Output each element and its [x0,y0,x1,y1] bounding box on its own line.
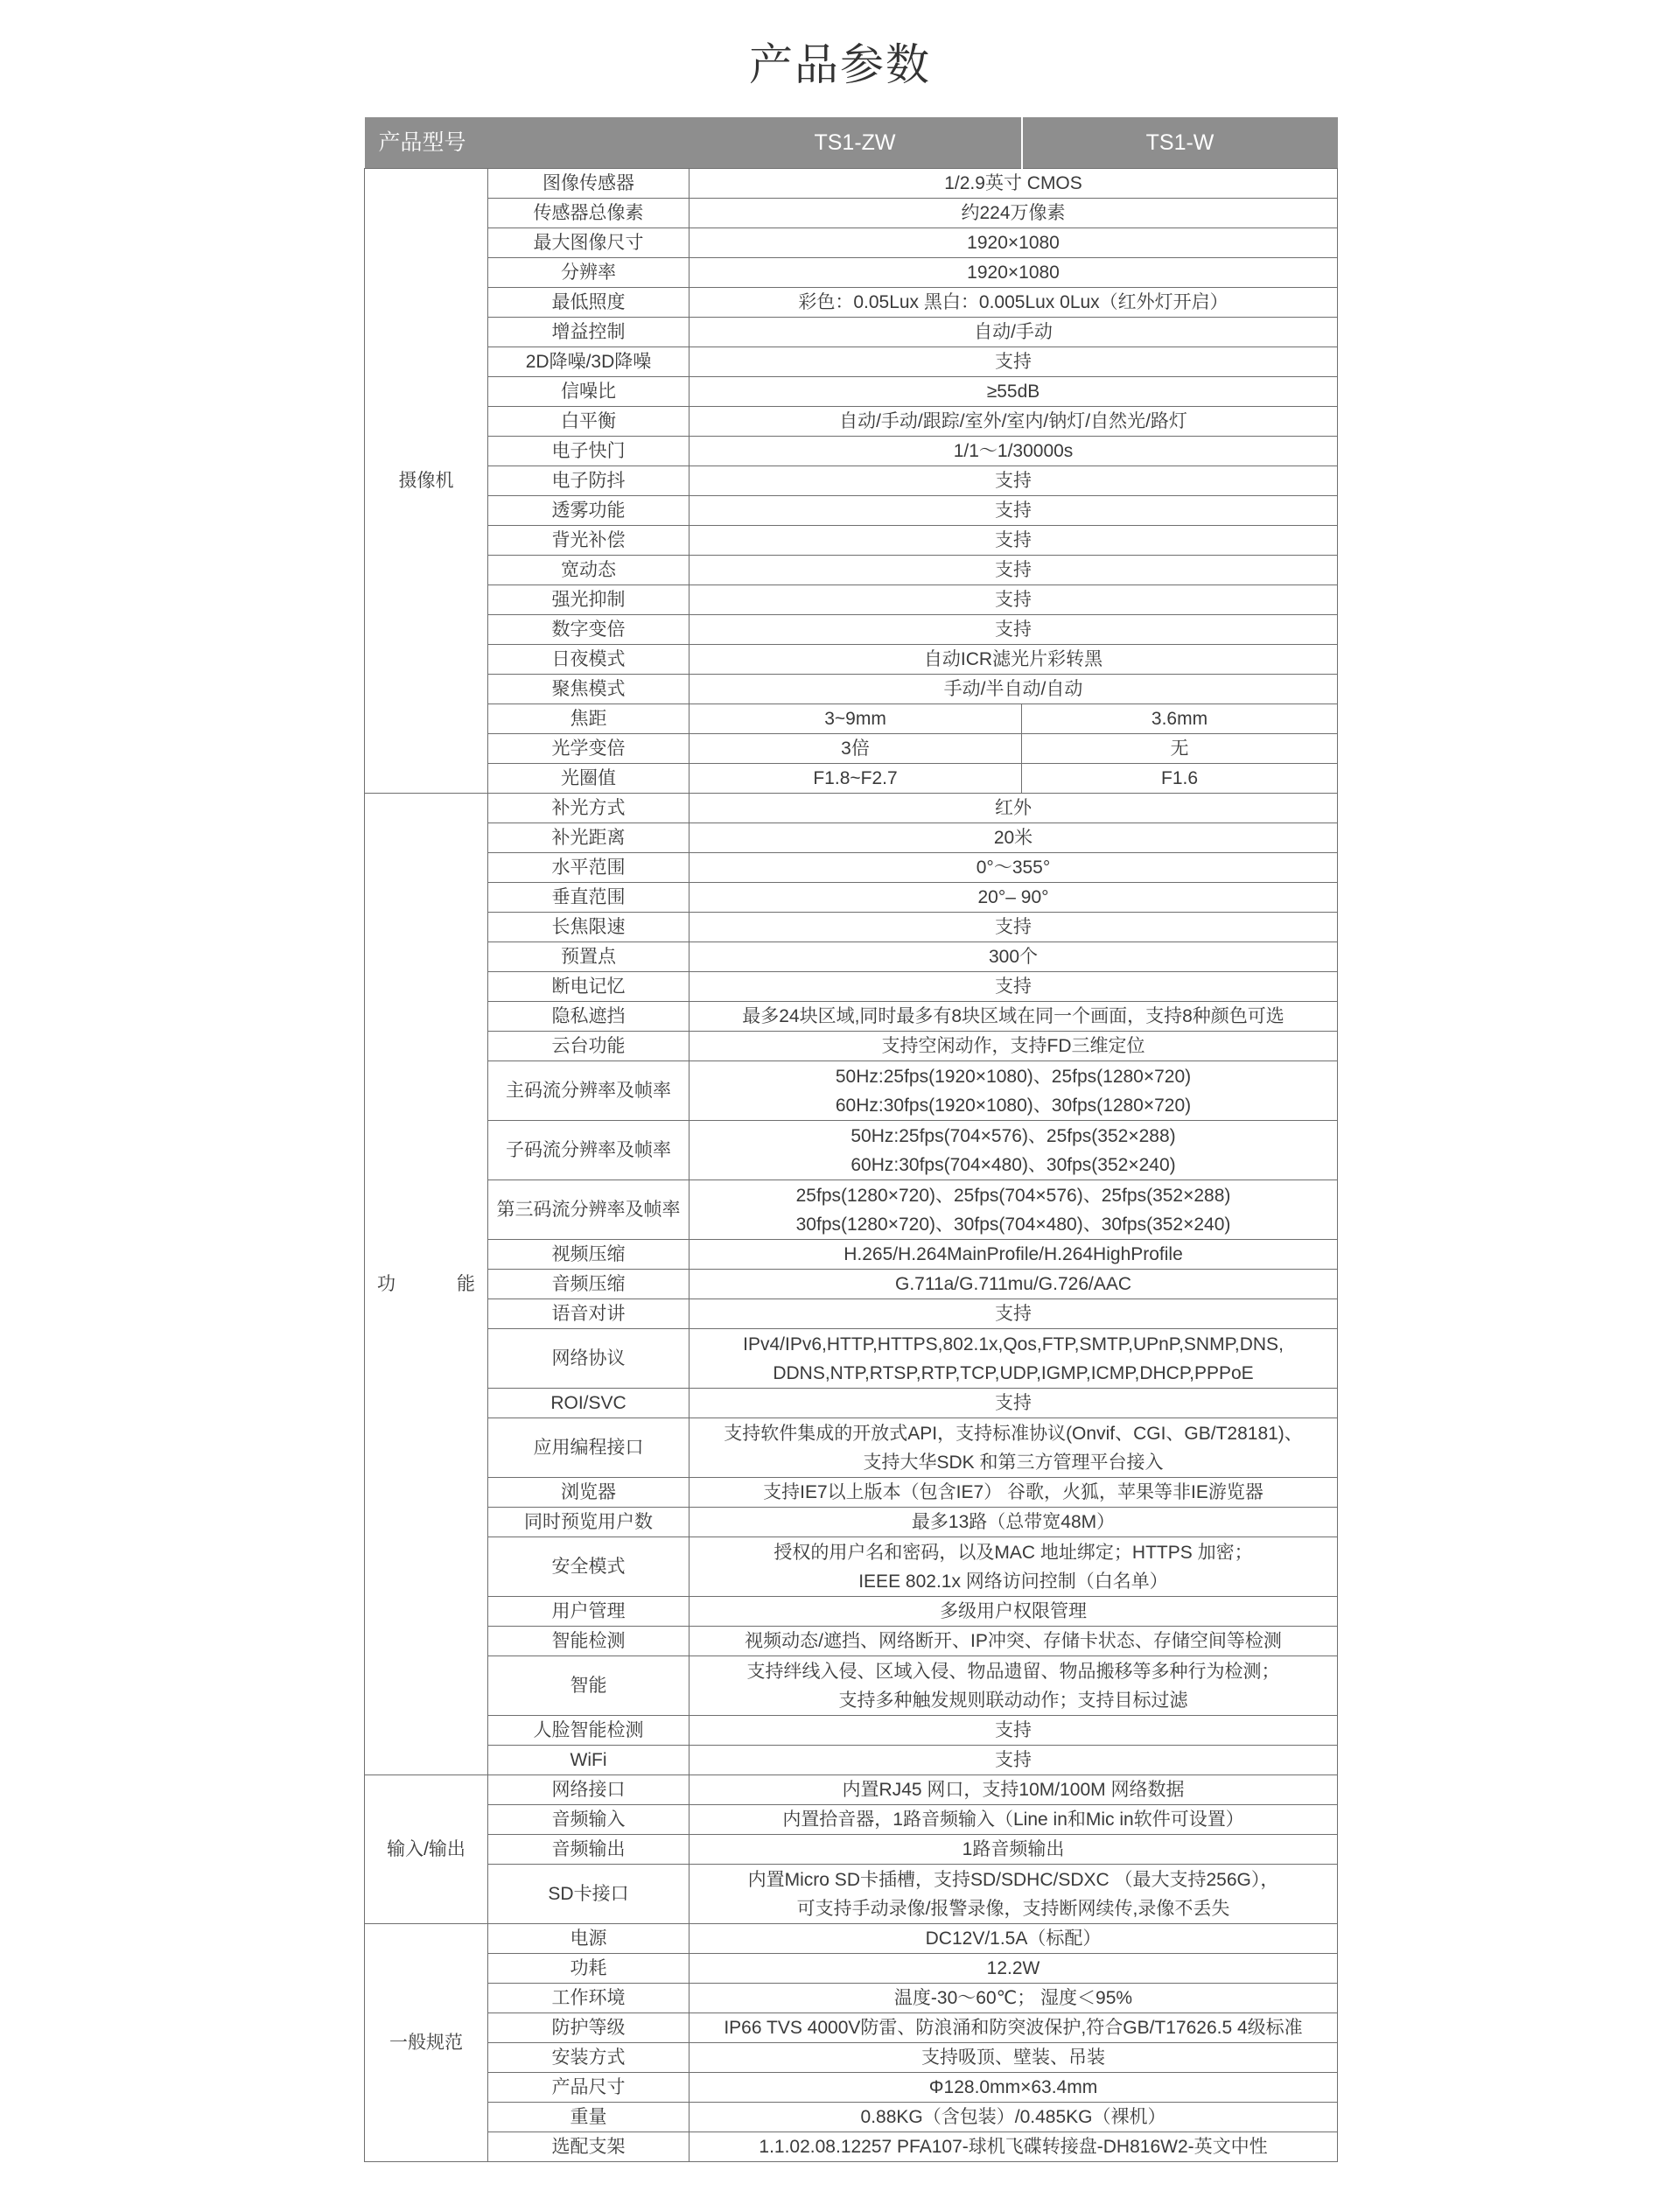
table-row [365,1270,1338,1299]
param-value: 支持 [690,1389,1338,1418]
param-value-line: 内置Micro SD卡插槽，支持SD/SDHC/SDXC （最大支持256G）， [747,1869,1279,1890]
param-value [690,1329,1338,1389]
param-label: 用户管理 [488,1597,690,1627]
table-row [365,199,1338,228]
table-row [365,1299,1338,1329]
param-value-line: 25fps(1280×720)、25fps(704×576)、25fps(352×288) [795,1185,1231,1206]
table-row [365,288,1338,318]
table-row [365,1954,1338,1984]
param-label: 光学变倍 [488,734,690,764]
param-value: 温度-30～60℃； 湿度＜95% [690,1984,1338,2013]
param-label: 音频输出 [488,1835,690,1865]
param-label: 图像传感器 [488,169,690,199]
table-row [365,258,1338,288]
param-value: 1/1～1/30000s [690,437,1338,466]
param-label: 音频压缩 [488,1270,690,1299]
table-row [365,823,1338,853]
param-label: 传感器总像素 [488,199,690,228]
param-value: 支持 [690,913,1338,942]
table-row [365,645,1338,675]
table-row [365,377,1338,407]
param-label: 工作环境 [488,1984,690,2013]
param-label: 光圈值 [488,764,690,794]
param-value [690,1656,1338,1716]
table-row [365,1002,1338,1032]
param-value: 1920×1080 [690,258,1338,288]
param-label: 数字变倍 [488,615,690,645]
page-title: 产品参数 [749,40,931,89]
param-label: 云台功能 [488,1032,690,1061]
param-label: 浏览器 [488,1478,690,1508]
param-value: 支持 [690,1716,1338,1746]
table-row [365,347,1338,377]
param-value: 20米 [690,823,1338,853]
table-row [365,1627,1338,1656]
param-label: 重量 [488,2103,690,2132]
section-label [365,794,488,1775]
table-row [365,1805,1338,1835]
param-value [690,1418,1338,1478]
param-label: 长焦限速 [488,913,690,942]
table-row [365,1924,1338,1954]
table-row [365,466,1338,496]
param-value: 最多24块区域,同时最多有8块区域在同一个画面，支持8种颜色可选 [690,1002,1338,1032]
param-label: 补光距离 [488,823,690,853]
table-row [365,437,1338,466]
param-label: 背光补偿 [488,526,690,556]
param-value: 多级用户权限管理 [690,1597,1338,1627]
param-value-line: IEEE 802.1x 网络访问控制（白名单） [858,1571,1168,1592]
param-value: 内置RJ45 网口，支持10M/100M 网络数据 [690,1775,1338,1805]
param-label: 智能检测 [488,1627,690,1656]
table-header-row [365,117,1338,169]
param-value-line: 60Hz:30fps(1920×1080)、30fps(1280×720) [835,1095,1192,1116]
param-label: 安全模式 [488,1537,690,1597]
table-row [365,2013,1338,2043]
param-label: 应用编程接口 [488,1418,690,1478]
param-value-line: 60Hz:30fps(704×480)、30fps(352×240) [850,1154,1176,1175]
param-value: 支持空闲动作，支持FD三维定位 [690,1032,1338,1061]
param-label: 隐私遮挡 [488,1002,690,1032]
param-value: 支持吸顶、壁装、吊装 [690,2043,1338,2073]
param-value: 支持 [690,556,1338,585]
param-value [690,1537,1338,1597]
param-value-line: 50Hz:25fps(1920×1080)、25fps(1280×720) [835,1066,1192,1087]
param-label: 断电记忆 [488,972,690,1002]
section-name: 输入/输出 [387,1839,466,1859]
param-value: 0°～355° [690,853,1338,883]
param-label: 选配支架 [488,2132,690,2162]
table-row [365,1418,1338,1478]
param-value: 彩色：0.05Lux 黑白：0.005Lux 0Lux（红外灯开启） [690,288,1338,318]
param-label: 最大图像尺寸 [488,228,690,258]
param-label: 主码流分辨率及帧率 [488,1061,690,1121]
param-label: WiFi [488,1746,690,1775]
table-row [365,615,1338,645]
param-label: 网络协议 [488,1329,690,1389]
param-label: 安装方式 [488,2043,690,2073]
param-value-ts1-zw: 3~9mm [690,704,1022,734]
section-label [365,1775,488,1924]
param-value: 支持 [690,526,1338,556]
table-row [365,853,1338,883]
table-row [365,1508,1338,1537]
header-model-label: 产品型号 [365,117,690,169]
table-row [365,1180,1338,1240]
table-row [365,2073,1338,2103]
section-label [365,169,488,794]
table-row [365,2043,1338,2073]
param-label: 人脸智能检测 [488,1716,690,1746]
param-label: 同时预览用户数 [488,1508,690,1537]
table-row [365,972,1338,1002]
param-value: 支持 [690,466,1338,496]
param-label: 补光方式 [488,794,690,823]
section-name: 摄像机 [398,471,454,491]
table-row [365,913,1338,942]
param-value-line: DDNS,NTP,RTSP,RTP,TCP,UDP,IGMP,ICMP,DHCP,PPPoE [773,1362,1254,1383]
table-row [365,1865,1338,1924]
table-row [365,1775,1338,1805]
param-label: 透雾功能 [488,496,690,526]
param-value: 0.88KG（含包装）/0.485KG（裸机） [690,2103,1338,2132]
param-label: 功耗 [488,1954,690,1984]
param-label: 分辨率 [488,258,690,288]
param-value-line: 50Hz:25fps(704×576)、25fps(352×288) [850,1125,1176,1146]
param-value: 最多13路（总带宽48M） [690,1508,1338,1537]
table-row [365,1329,1338,1389]
param-value [690,1180,1338,1240]
param-value-line: 支持多种触发规则联动动作；支持目标过滤 [838,1690,1188,1711]
table-row [365,1121,1338,1180]
table-row [365,1537,1338,1597]
param-value-line: 30fps(1280×720)、30fps(704×480)、30fps(352×240) [795,1214,1231,1235]
table-row [365,407,1338,437]
param-value: 支持 [690,1746,1338,1775]
table-row [365,764,1338,794]
param-label: 最低照度 [488,288,690,318]
param-value-line: 授权的用户名和密码，以及MAC 地址绑定；HTTPS 加密； [774,1542,1253,1563]
param-value: 支持 [690,496,1338,526]
param-label: 水平范围 [488,853,690,883]
table-row [365,1240,1338,1270]
table-row [365,496,1338,526]
param-value-ts1-w: 无 [1022,734,1338,764]
param-value: Φ128.0mm×63.4mm [690,2073,1338,2103]
param-label: 焦距 [488,704,690,734]
section-name: 一般规范 [389,2033,463,2053]
param-value: 红外 [690,794,1338,823]
section-name-part2: 能 [457,1274,475,1294]
table-row [365,2103,1338,2132]
param-value [690,1121,1338,1180]
param-value-ts1-w: F1.6 [1022,764,1338,794]
table-row [365,1061,1338,1121]
table-row [365,1389,1338,1418]
table-row [365,1716,1338,1746]
table-row [365,883,1338,913]
param-label: 电子防抖 [488,466,690,496]
param-label: 产品尺寸 [488,2073,690,2103]
param-value: 内置拾音器，1路音频输入（Line in和Mic in软件可设置） [690,1805,1338,1835]
param-value: IP66 TVS 4000V防雷、防浪涌和防突波保护,符合GB/T17626.5 4级标准 [690,2013,1338,2043]
param-value: ≥55dB [690,377,1338,407]
table-row [365,1597,1338,1627]
param-value: 约224万像素 [690,199,1338,228]
table-row [365,1835,1338,1865]
param-value-ts1-zw: F1.8~F2.7 [690,764,1022,794]
param-label: 白平衡 [488,407,690,437]
param-value-line: 支持软件集成的开放式API，支持标准协议(Onvif、CGI、GB/T28181)、 [724,1423,1303,1444]
param-label: 网络接口 [488,1775,690,1805]
param-value: 支持IE7以上版本（包含IE7） 谷歌，火狐，苹果等非IE游览器 [690,1478,1338,1508]
param-value: 自动/手动 [690,318,1338,347]
table-row [365,942,1338,972]
param-value: 支持 [690,347,1338,377]
param-value-ts1-w: 3.6mm [1022,704,1338,734]
param-label: 智能 [488,1656,690,1716]
param-label: 2D降噪/3D降噪 [488,347,690,377]
param-label: 防护等级 [488,2013,690,2043]
param-value: 手动/半自动/自动 [690,675,1338,704]
table-row [365,1746,1338,1775]
param-value: G.711a/G.711mu/G.726/AAC [690,1270,1338,1299]
param-label: 宽动态 [488,556,690,585]
param-label: 强光抑制 [488,585,690,615]
param-value: 支持 [690,585,1338,615]
param-label: 视频压缩 [488,1240,690,1270]
param-value: 视频动态/遮挡、网络断开、IP冲突、存储卡状态、存储空间等检测 [690,1627,1338,1656]
header-model-ts1-zw: TS1-ZW [690,117,1022,169]
table-row [365,228,1338,258]
param-label: 预置点 [488,942,690,972]
param-label: 电子快门 [488,437,690,466]
param-label: ROI/SVC [488,1389,690,1418]
param-value-line: 可支持手动录像/报警录像，支持断网续传,录像不丢失 [796,1898,1230,1919]
param-value: 12.2W [690,1954,1338,1984]
param-value: 自动/手动/跟踪/室外/室内/钠灯/自然光/路灯 [690,407,1338,437]
table-row [365,734,1338,764]
table-row [365,2132,1338,2162]
param-value-line: IPv4/IPv6,HTTP,HTTPS,802.1x,Qos,FTP,SMTP,UPnP,SNMP,DNS, [743,1334,1284,1354]
table-row [365,526,1338,556]
param-value: 支持 [690,615,1338,645]
table-row [365,556,1338,585]
param-value: 1.1.02.08.12257 PFA107-球机飞碟转接盘-DH816W2-英文中性 [690,2132,1338,2162]
param-value: 1/2.9英寸 CMOS [690,169,1338,199]
param-value: 20°– 90° [690,883,1338,913]
param-label: 日夜模式 [488,645,690,675]
section-name: 功 [377,1274,396,1294]
table-row [365,169,1338,199]
table-row [365,585,1338,615]
param-value-line: 支持大华SDK 和第三方管理平台接入 [863,1452,1164,1473]
table-row [365,1478,1338,1508]
param-label: 垂直范围 [488,883,690,913]
param-value: 300个 [690,942,1338,972]
table-row [365,1984,1338,2013]
section-label [365,1924,488,2162]
param-value [690,1061,1338,1121]
table-row [365,704,1338,734]
table-row [365,794,1338,823]
param-label: 音频输入 [488,1805,690,1835]
param-value: 自动ICR滤光片彩转黑 [690,645,1338,675]
param-label: 信噪比 [488,377,690,407]
param-label: 增益控制 [488,318,690,347]
param-label: 电源 [488,1924,690,1954]
spec-table [364,117,1338,2162]
param-value: 支持 [690,972,1338,1002]
param-value-line: 支持绊线入侵、区域入侵、物品遗留、物品搬移等多种行为检测； [746,1661,1280,1682]
param-value: DC12V/1.5A（标配） [690,1924,1338,1954]
header-model-ts1-w: TS1-W [1022,117,1338,169]
param-value: 1路音频输出 [690,1835,1338,1865]
param-label: SD卡接口 [488,1865,690,1924]
param-value [690,1865,1338,1924]
table-row [365,1656,1338,1716]
param-value: 1920×1080 [690,228,1338,258]
table-row [365,675,1338,704]
param-label: 子码流分辨率及帧率 [488,1121,690,1180]
param-value: 支持 [690,1299,1338,1329]
param-label: 第三码流分辨率及帧率 [488,1180,690,1240]
param-label: 聚焦模式 [488,675,690,704]
table-row [365,1032,1338,1061]
param-value: H.265/H.264MainProfile/H.264HighProfile [690,1240,1338,1270]
table-row [365,318,1338,347]
param-label: 语音对讲 [488,1299,690,1329]
param-value-ts1-zw: 3倍 [690,734,1022,764]
